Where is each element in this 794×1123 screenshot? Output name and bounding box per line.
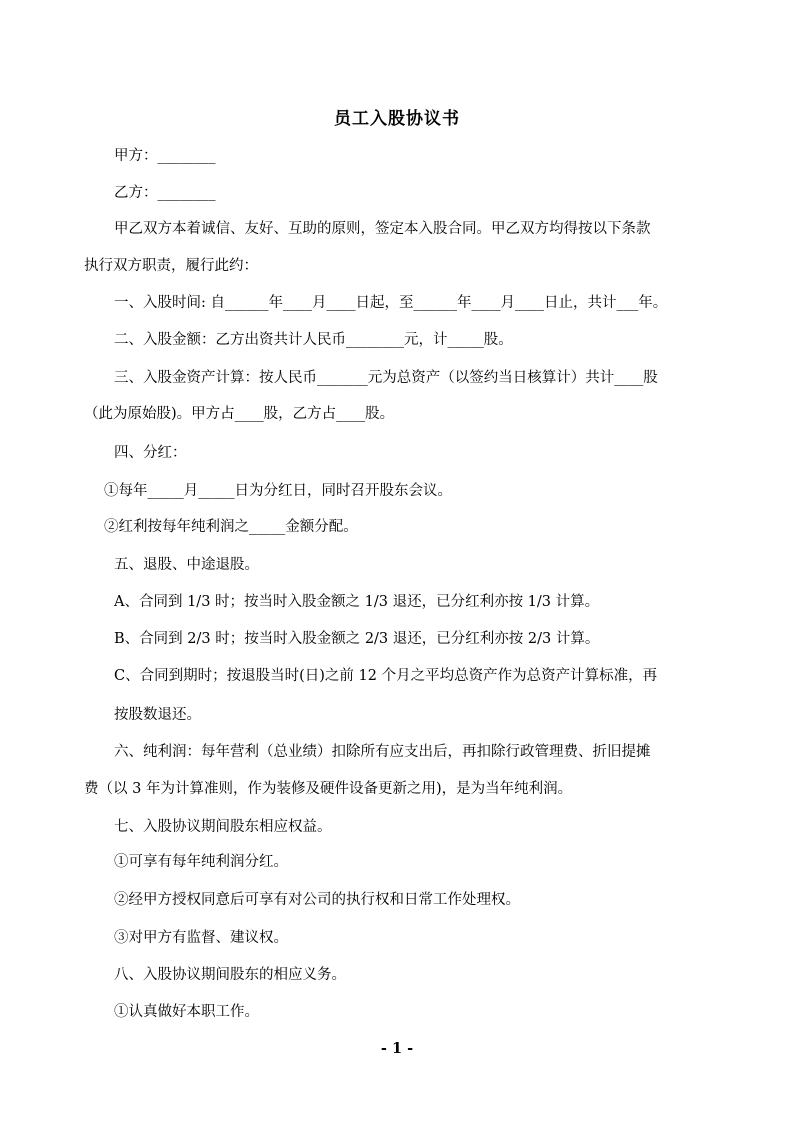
clause-8-item-1: ①认真做好本职工作。 [114,1004,259,1020]
clause-3-assets-line-2: （此为原始股)。甲方占____股，乙方占____股。 [84,406,395,422]
clause-7-item-3: ③对甲方有监督、建议权。 [114,930,288,946]
clause-5-item-a: A、合同到 1/3 时；按当时入股金额之 1/3 退还，已分红利亦按 1/3 计算。 [114,594,600,610]
clause-5-item-b: B、合同到 2/3 时；按当时入股金额之 2/3 退还，已分红利亦按 2/3 计算。 [114,631,600,647]
preamble-line-2: 执行双方职责，履行此约： [84,258,258,274]
clause-4-item-2: ②红利按每年纯利润之_____金额分配。 [104,519,358,535]
clause-6-net-profit-line-2: 费（以 3 年为计算准则，作为装修及硬件设备更新之用)，是为当年纯利润。 [84,781,573,797]
party-a-line: 甲方：________ [114,148,216,164]
document-title: 员工入股协议书 [334,109,460,129]
party-b-line: 乙方：________ [114,185,216,201]
clause-2-amount: 二、入股金额：乙方出资共计人民币________元，计_____股。 [114,332,513,348]
clause-3-assets-line-1: 三、入股金资产计算：按人民币_______元为总资产（以签约当日核算计）共计____股 [114,370,658,386]
clause-5-item-c-line-2: 按股数退还。 [114,707,201,723]
clause-6-net-profit-line-1: 六、纯利润：每年营利（总业绩）扣除所有应支出后，再扣除行政管理费、折旧提摊 [114,744,651,760]
clause-8-duties-heading: 八、入股协议期间股东的相应义务。 [114,967,346,983]
clause-4-dividend-heading: 四、分红： [114,445,187,461]
clause-4-item-1: ①每年_____月_____日为分红日，同时召开股东会议。 [104,483,452,499]
clause-1-term: 一、入股时间: 自______年____月____日起，至______年____月____日止，共计___年。 [114,295,668,311]
preamble-line-1: 甲乙双方本着诚信、友好、互助的原则，签定本入股合同。甲乙双方均得按以下条款 [114,221,651,237]
clause-5-withdrawal-heading: 五、退股、中途退股。 [114,557,259,573]
page-number: - 1 - [380,1040,414,1057]
clause-5-item-c-line-1: C、合同到期时；按退股当时(日)之前 12 个月之平均总资产作为总资产计算标准，再 [114,668,658,684]
clause-7-item-2: ②经甲方授权同意后可享有对公司的执行权和日常工作处理权。 [114,892,520,908]
clause-7-item-1: ①可享有每年纯利润分红。 [114,854,288,870]
clause-7-rights-heading: 七、入股协议期间股东相应权益。 [114,819,332,835]
